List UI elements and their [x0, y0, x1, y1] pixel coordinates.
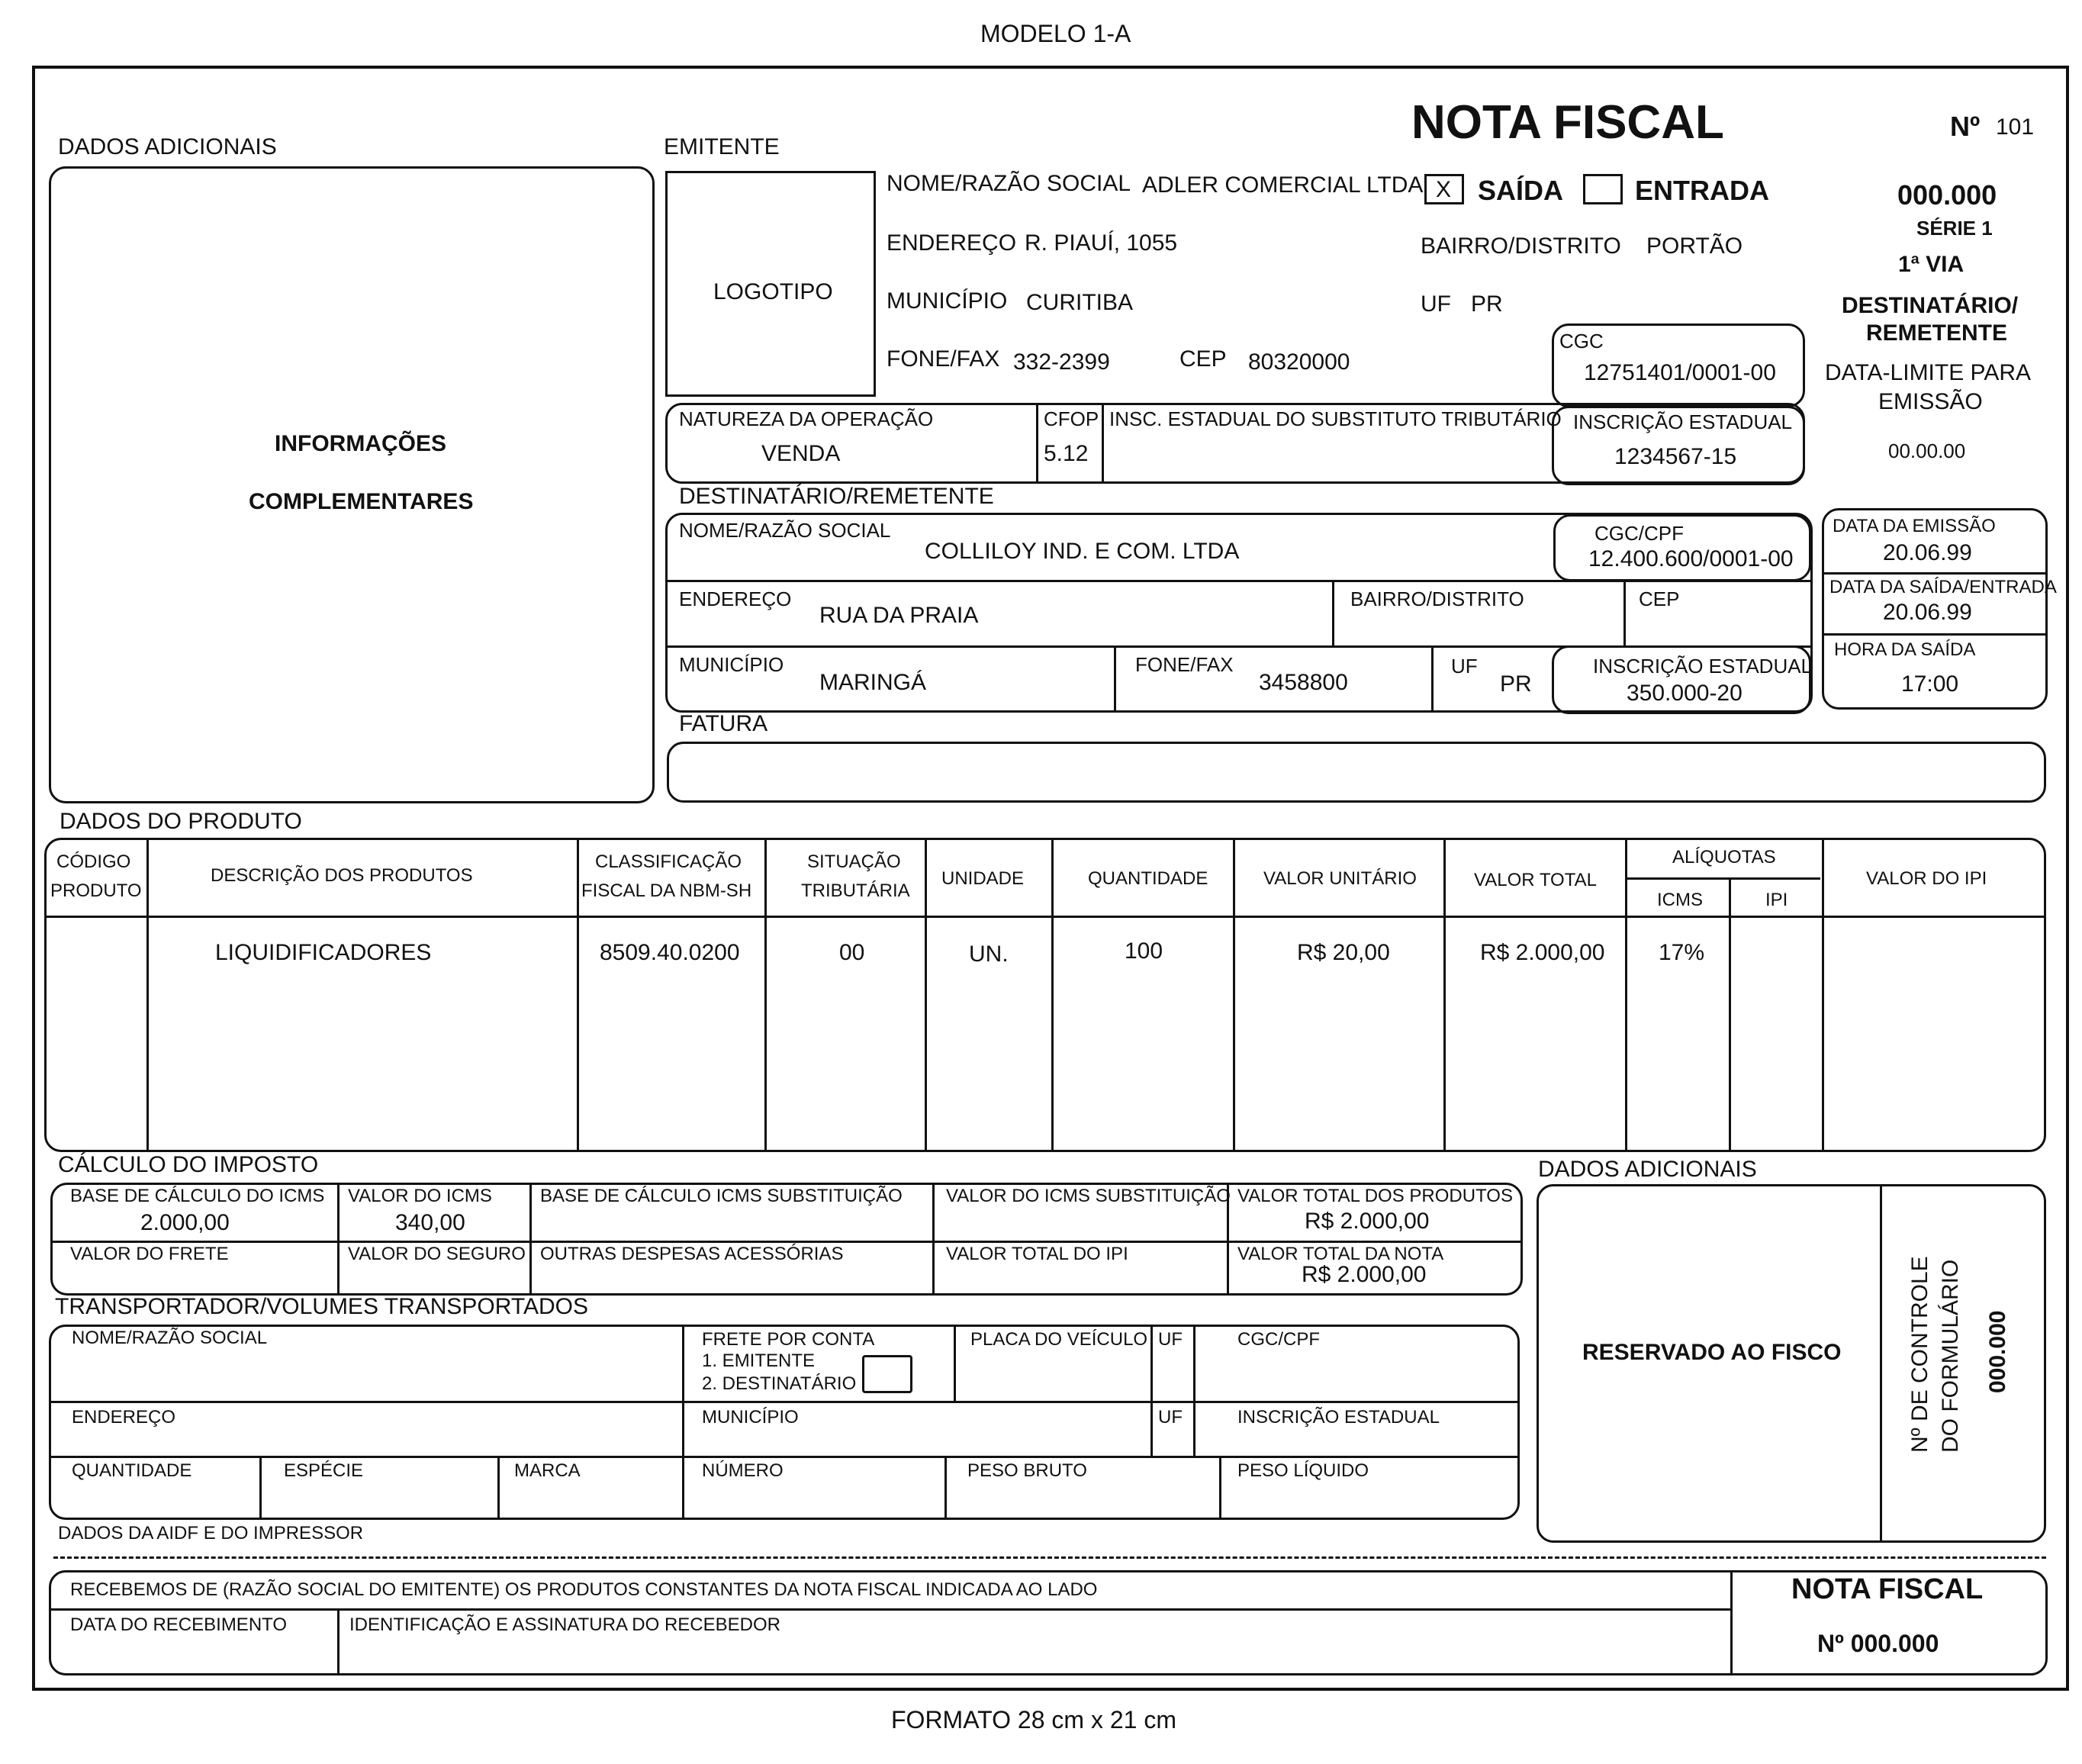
- nf-numero-header: 000.000: [1897, 179, 1997, 211]
- transp-line-1: [50, 1401, 1518, 1403]
- emitente-nome-value: ADLER COMERCIAL LTDA: [1142, 172, 1424, 198]
- data-saida-value: 20.06.99: [1883, 600, 1972, 625]
- total-nota-label: VALOR TOTAL DA NOTA: [1237, 1244, 1444, 1264]
- emitente-bairro-label: BAIRRO/DISTRITO: [1421, 233, 1621, 259]
- informacoes-complementares-2: COMPLEMENTARES: [249, 489, 474, 514]
- reservado-fisco: RESERVADO AO FISCO: [1582, 1340, 1842, 1365]
- transp-div-marca: [497, 1456, 500, 1518]
- col-descricao: DESCRIÇÃO DOS PRODUTOS: [211, 865, 473, 886]
- fisco-divider: [1880, 1186, 1882, 1541]
- col-icms: ICMS: [1657, 890, 1703, 910]
- seguro-label: VALOR DO SEGURO: [348, 1244, 526, 1264]
- row-valor-total: R$ 2.000,00: [1480, 940, 1605, 965]
- natureza-label: NATUREZA DA OPERAÇÃO: [679, 407, 934, 430]
- emitente-cgc-label: CGC: [1559, 330, 1604, 352]
- dest-fone-label: FONE/FAX: [1135, 653, 1234, 676]
- frete-checkbox[interactable]: [862, 1355, 912, 1393]
- canhoto-data-label: DATA DO RECEBIMENTO: [70, 1614, 288, 1635]
- base-icms-label: BASE DE CÁLCULO DO ICMS: [70, 1186, 325, 1206]
- dest-endereco-value: RUA DA PRAIA: [819, 603, 979, 628]
- fatura-label: FATURA: [679, 711, 768, 736]
- dest-uf-value: PR: [1500, 671, 1532, 697]
- emitente-endereco-label: ENDEREÇO: [887, 230, 1017, 256]
- dest-uf-label: UF: [1451, 655, 1478, 678]
- total-nota-value: R$ 2.000,00: [1302, 1262, 1427, 1287]
- dados-adicionais-top-box[interactable]: [49, 166, 655, 803]
- dest-endereco-label: ENDEREÇO: [679, 587, 792, 610]
- col-codigo-2: PRODUTO: [50, 880, 142, 901]
- emitente-cep-value: 80320000: [1248, 349, 1350, 375]
- emitente-label: EMITENTE: [664, 134, 780, 159]
- modelo-label: MODELO 1-A: [980, 20, 1131, 47]
- col-valor-total: VALOR TOTAL: [1474, 870, 1597, 890]
- produto-header-line: [46, 916, 2045, 918]
- saida-mark: X: [1436, 177, 1452, 202]
- aliquotas-sub-line: [1627, 877, 1820, 880]
- transp-frete-opt1: 1. EMITENTE: [702, 1350, 816, 1371]
- via-label: 1ª VIA: [1898, 252, 1965, 277]
- row-unidade: UN.: [969, 942, 1009, 967]
- canhoto-nf-title: NOTA FISCAL: [1791, 1573, 1984, 1605]
- destinatario-label: DESTINATÁRIO/REMETENTE: [679, 484, 994, 509]
- dest-municipio-value: MARINGÁ: [819, 670, 927, 695]
- via-destino-2: REMETENTE: [1866, 320, 2008, 346]
- transp-municipio-label: MUNICÍPIO: [702, 1407, 799, 1428]
- transp-div-especie: [259, 1456, 262, 1518]
- dest-divider-bairro: [1332, 581, 1334, 645]
- cfop-label: CFOP: [1044, 407, 1099, 430]
- cut-line: [53, 1556, 2046, 1559]
- calc-div-3: [932, 1184, 935, 1294]
- canhoto-mid-line: [50, 1608, 1730, 1611]
- col-aliquotas: ALÍQUOTAS: [1672, 847, 1776, 868]
- formato-label: FORMATO 28 cm x 21 cm: [891, 1706, 1176, 1733]
- total-produtos-label: VALOR TOTAL DOS PRODUTOS: [1237, 1186, 1513, 1206]
- transp-div-peso-bruto: [944, 1456, 947, 1518]
- transportador-label: TRANSPORTADOR/VOLUMES TRANSPORTADOS: [55, 1294, 589, 1319]
- entrada-label: ENTRADA: [1635, 175, 1769, 206]
- col-classif-1: CLASSIFICAÇÃO: [595, 851, 742, 872]
- datas-line-2: [1823, 633, 2046, 636]
- emitente-cep-label: CEP: [1179, 346, 1227, 372]
- numero-label: Nº: [1950, 111, 1981, 142]
- data-limite-1: DATA-LIMITE PARA: [1825, 360, 2032, 385]
- transp-marca-label: MARCA: [514, 1460, 581, 1481]
- emitente-cgc-value: 12751401/0001-00: [1584, 360, 1776, 385]
- saida-label: SAÍDA: [1478, 175, 1564, 206]
- canhoto-div-nf: [1730, 1572, 1733, 1674]
- transp-insc-label: INSCRIÇÃO ESTADUAL: [1237, 1407, 1440, 1428]
- col-valor-unit: VALOR UNITÁRIO: [1263, 868, 1417, 889]
- data-emissao-value: 20.06.99: [1883, 540, 1972, 565]
- transp-uf2-label: UF: [1158, 1407, 1183, 1428]
- row-quantidade: 100: [1125, 938, 1163, 964]
- dest-divider-uf: [1431, 647, 1434, 711]
- col-div-4: [925, 839, 927, 1151]
- produto-label: DADOS DO PRODUTO: [60, 809, 302, 834]
- col-div-10: [1822, 839, 1824, 1151]
- calc-div-2: [529, 1184, 532, 1294]
- controle-value: 000.000: [1985, 1310, 2010, 1393]
- dest-cep-label: CEP: [1639, 587, 1680, 610]
- transp-numero-label: NÚMERO: [702, 1460, 784, 1481]
- transp-div-frete: [682, 1326, 684, 1518]
- row-icms: 17%: [1659, 940, 1705, 965]
- canhoto-ident-label: IDENTIFICAÇÃO E ASSINATURA DO RECEBEDOR: [349, 1614, 780, 1635]
- transp-div-uf-a: [1150, 1326, 1153, 1456]
- col-div-6: [1233, 839, 1235, 1151]
- row-valor-unitario: R$ 20,00: [1297, 940, 1390, 965]
- col-div-8: [1625, 839, 1627, 1151]
- dados-adicionais-top-label: DADOS ADICIONAIS: [58, 134, 277, 159]
- col-div-9: [1729, 877, 1731, 1151]
- base-icms-value: 2.000,00: [140, 1210, 230, 1235]
- transp-uf-label: UF: [1158, 1329, 1183, 1350]
- total-produtos-value: R$ 2.000,00: [1305, 1209, 1430, 1234]
- hora-saida-value: 17:00: [1901, 671, 1959, 697]
- transp-frete-label: FRETE POR CONTA: [702, 1329, 875, 1350]
- col-quantidade: QUANTIDADE: [1088, 868, 1208, 889]
- transp-quantidade-label: QUANTIDADE: [72, 1460, 192, 1481]
- row-situacao: 00: [839, 940, 865, 965]
- emitente-uf-value: PR: [1471, 291, 1503, 317]
- operacao-divider-1: [1036, 404, 1038, 482]
- dest-insc-value: 350.000-20: [1627, 681, 1743, 706]
- data-limite-2: EMISSÃO: [1878, 389, 1983, 414]
- dest-insc-label: INSCRIÇÃO ESTADUAL: [1593, 655, 1813, 678]
- valor-subst-label: VALOR DO ICMS SUBSTITUIÇÃO: [946, 1186, 1231, 1206]
- dest-fone-value: 3458800: [1259, 670, 1348, 695]
- transp-div-placa: [954, 1326, 956, 1401]
- datas-line-1: [1823, 572, 2046, 575]
- transp-line-2: [50, 1456, 1518, 1458]
- transp-especie-label: ESPÉCIE: [284, 1460, 364, 1481]
- insc-estadual-label: INSCRIÇÃO ESTADUAL: [1573, 410, 1793, 433]
- col-codigo-1: CÓDIGO: [56, 851, 131, 872]
- row-classificacao: 8509.40.0200: [600, 940, 740, 965]
- col-div-7: [1443, 839, 1446, 1151]
- outras-label: OUTRAS DESPESAS ACESSÓRIAS: [540, 1244, 844, 1264]
- data-saida-label: DATA DA SAÍDA/ENTRADA: [1829, 577, 2057, 597]
- transp-cgc-label: CGC/CPF: [1237, 1329, 1320, 1350]
- via-destino-1: DESTINATÁRIO/: [1842, 293, 2019, 318]
- col-div-2: [577, 839, 579, 1151]
- insc-subst-label: INSC. ESTADUAL DO SUBSTITUTO TRIBUTÁRIO: [1109, 407, 1562, 430]
- base-subst-label: BASE DE CÁLCULO ICMS SUBSTITUIÇÃO: [540, 1186, 903, 1206]
- row-descricao: LIQUIDIFICADORES: [215, 940, 432, 965]
- entrada-checkbox[interactable]: [1583, 174, 1623, 204]
- dest-municipio-label: MUNICÍPIO: [679, 653, 784, 676]
- numero-value: 101: [1996, 114, 2035, 140]
- emitente-nome-label: NOME/RAZÃO SOCIAL: [887, 171, 1131, 196]
- canhoto-div-data: [337, 1608, 339, 1674]
- controle-label-2: DO FORMULÁRIO: [1938, 1259, 1963, 1453]
- transp-div-uf-b: [1193, 1326, 1195, 1456]
- col-div-1: [146, 839, 149, 1151]
- nota-fiscal-title: NOTA FISCAL: [1411, 96, 1724, 149]
- transp-nome-label: NOME/RAZÃO SOCIAL: [72, 1328, 268, 1348]
- natureza-value: VENDA: [761, 441, 841, 466]
- canhoto-recebemos: RECEBEMOS DE (RAZÃO SOCIAL DO EMITENTE) OS PRODUTOS CONSTANTES DA NOTA FISCAL INDICADA AO LADO: [70, 1579, 1098, 1600]
- calculo-mid-line: [52, 1241, 1521, 1243]
- transp-placa-label: PLACA DO VEÍCULO: [970, 1329, 1148, 1350]
- serie-label: SÉRIE 1: [1916, 217, 1993, 240]
- col-div-5: [1051, 839, 1054, 1151]
- valor-icms-label: VALOR DO ICMS: [348, 1186, 492, 1206]
- col-valor-ipi: VALOR DO IPI: [1866, 868, 1987, 889]
- col-unidade: UNIDADE: [941, 868, 1025, 889]
- dest-nome-value: COLLILOY IND. E COM. LTDA: [925, 539, 1240, 564]
- dest-divider-cep: [1623, 581, 1626, 645]
- calc-div-1: [337, 1184, 339, 1294]
- dados-adicionais-bottom-label: DADOS ADICIONAIS: [1538, 1157, 1757, 1182]
- operacao-divider-2: [1102, 404, 1104, 482]
- col-situacao-2: TRIBUTÁRIA: [801, 880, 910, 901]
- col-ipi: IPI: [1765, 890, 1788, 910]
- calculo-label: CÁLCULO DO IMPOSTO: [58, 1152, 319, 1177]
- transp-frete-opt2: 2. DESTINATÁRIO: [702, 1373, 857, 1394]
- informacoes-complementares-1: INFORMAÇÕES: [275, 431, 446, 456]
- col-situacao-1: SITUAÇÃO: [807, 851, 901, 872]
- valor-icms-value: 340,00: [395, 1210, 465, 1235]
- emitente-uf-label: UF: [1421, 291, 1451, 317]
- emitente-municipio-label: MUNICÍPIO: [887, 288, 1008, 314]
- insc-estadual-value: 1234567-15: [1614, 444, 1737, 469]
- transp-peso-bruto-label: PESO BRUTO: [967, 1460, 1087, 1481]
- controle-label-1: Nº DE CONTROLE: [1907, 1256, 1932, 1453]
- canhoto-nf-numero: Nº 000.000: [1817, 1630, 1939, 1657]
- fatura-box[interactable]: [667, 742, 2046, 803]
- cfop-value: 5.12: [1044, 441, 1089, 466]
- dest-bairro-label: BAIRRO/DISTRITO: [1350, 587, 1524, 610]
- dest-divider-fone: [1114, 647, 1116, 711]
- dest-nome-label: NOME/RAZÃO SOCIAL: [679, 519, 891, 542]
- transp-endereco-label: ENDEREÇO: [72, 1407, 176, 1428]
- logotipo-label: LOGOTIPO: [713, 279, 833, 304]
- data-emissao-label: DATA DA EMISSÃO: [1833, 516, 1996, 536]
- hora-saida-label: HORA DA SAÍDA: [1834, 639, 1976, 660]
- dest-cgc-label: CGC/CPF: [1594, 522, 1684, 545]
- emitente-endereco-value: R. PIAUÍ, 1055: [1025, 230, 1178, 256]
- frete-label: VALOR DO FRETE: [70, 1244, 229, 1264]
- col-div-3: [764, 839, 767, 1151]
- emitente-fone-label: FONE/FAX: [887, 346, 1000, 372]
- emitente-municipio-value: CURITIBA: [1026, 290, 1134, 315]
- transp-peso-liquido-label: PESO LÍQUIDO: [1237, 1460, 1369, 1481]
- transp-div-peso-liquido: [1219, 1456, 1221, 1518]
- emitente-fone-value: 332-2399: [1013, 349, 1110, 375]
- dest-cgc-value: 12.400.600/0001-00: [1588, 546, 1794, 571]
- col-classif-2: FISCAL DA NBM-SH: [581, 880, 752, 901]
- aidf-label: DADOS DA AIDF E DO IMPRESSOR: [58, 1523, 364, 1544]
- emitente-bairro-value: PORTÃO: [1646, 233, 1743, 259]
- data-limite-value: 00.00.00: [1888, 439, 1966, 462]
- total-ipi-label: VALOR TOTAL DO IPI: [946, 1244, 1128, 1264]
